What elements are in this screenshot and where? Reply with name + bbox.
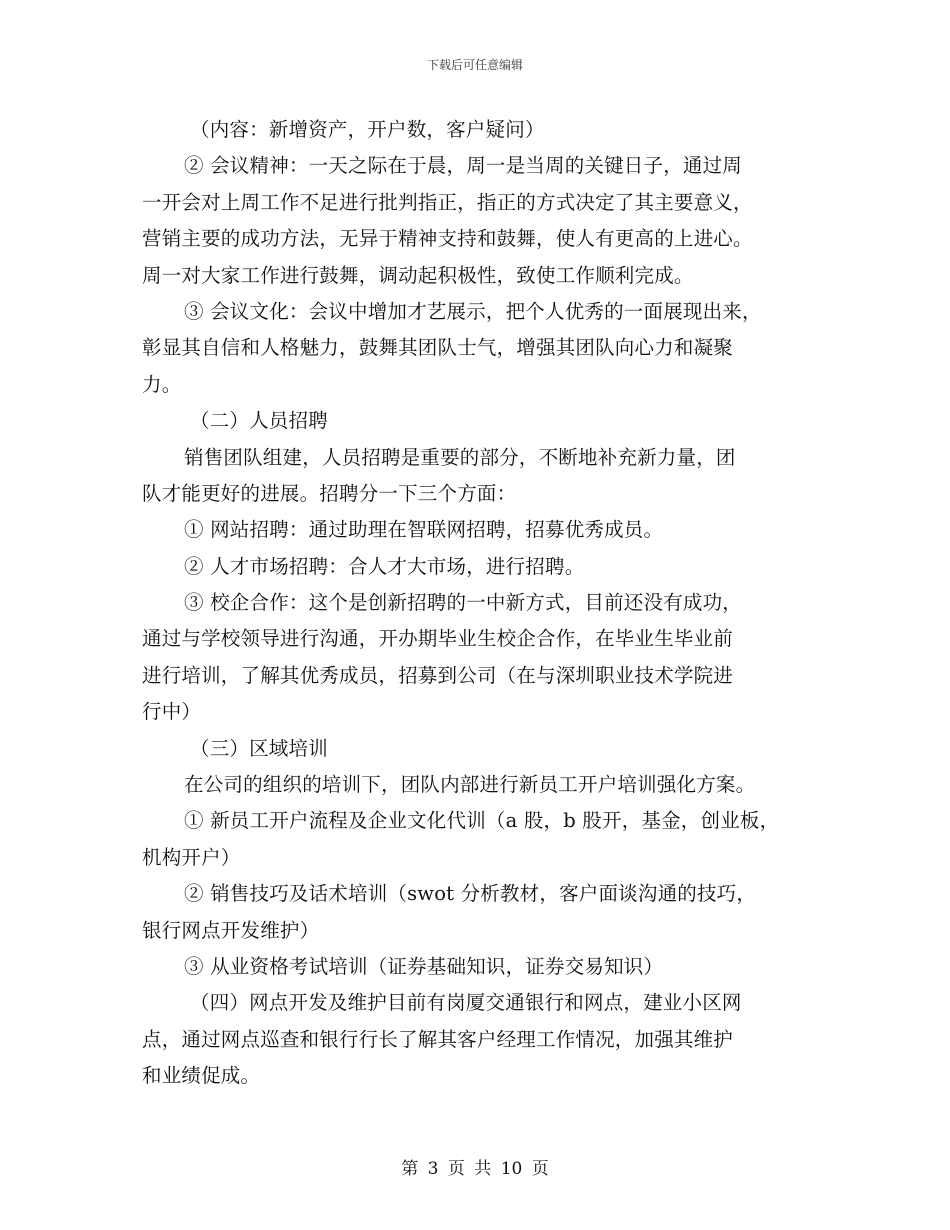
document-body — [142, 112, 832, 1095]
body-line: 通过与学校领导进行沟通，开办期毕业生校企合作，在毕业生毕业前 — [142, 627, 734, 651]
page-header-note: 下载后可任意编辑 — [426, 58, 523, 72]
body-line: 彰显其自信和人格魅力，鼓舞其团队士气，增强其团队向心力和凝聚 — [142, 336, 734, 360]
body-line: 在公司的组织的培训下，团队内部进行新员工开户培训强化方案。 — [184, 773, 756, 797]
body-line: 周一对大家工作进行鼓舞，调动起积极性，致使工作顺利完成。 — [142, 263, 694, 287]
body-line: 机构开户） — [142, 845, 241, 869]
body-line: 队才能更好的进展。招聘分一下三个方面： — [142, 481, 517, 505]
body-line: （内容：新增资产，开户数，客户疑问） — [190, 118, 545, 141]
body-line: 营销主要的成功方法，无异于精神支持和鼓舞，使人有更高的上进心。 — [142, 227, 753, 251]
body-line: ① 新员工开户流程及企业文化代训（a 股，b 股开，基金，创业板， — [184, 809, 780, 833]
body-line: ① 网站招聘：通过助理在智联网招聘，招募优秀成员。 — [184, 518, 664, 542]
body-line: ② 销售技巧及话术培训（swot 分析教材，客户面谈沟通的技巧， — [184, 882, 757, 906]
body-line: ③ 从业资格考试培训（证券基础知识，证券交易知识） — [184, 954, 664, 978]
body-line: 销售团队组建，人员招聘是重要的部分，不断地补充新力量，团 — [184, 445, 736, 469]
body-line: 点，通过网点巡查和银行行长了解其客户经理工作情况，加强其维护 — [142, 1027, 734, 1051]
body-line: 一开会对上周工作不足进行批判指正，指正的方式决定了其主要意义， — [142, 190, 753, 214]
section-heading: （三）区域培训 — [190, 736, 328, 760]
body-line: 进行培训，了解其优秀成员，招募到公司（在与深圳职业技术学院进 — [142, 663, 734, 687]
body-line: 行中） — [142, 700, 202, 724]
body-line: 银行网点开发维护） — [142, 918, 320, 942]
body-line: ② 会议精神：一天之际在于晨，周一是当周的关键日子，通过周 — [184, 154, 742, 178]
body-line: ③ 校企合作：这个是创新招聘的一中新方式，目前还没有成功， — [184, 591, 742, 615]
page-number-footer: 第 3 页 共 10 页 — [401, 1159, 549, 1179]
body-line: ③ 会议文化：会议中增加才艺展示，把个人优秀的一面展现出来， — [184, 299, 762, 323]
body-line: 和业绩促成。 — [142, 1064, 261, 1088]
section-heading: （四）网点开发及维护目前有岗厦交通银行和网点，建业小区网 — [190, 991, 742, 1015]
body-line: 力。 — [142, 372, 182, 396]
section-heading: （二）人员招聘 — [190, 409, 328, 433]
body-line: ② 人才市场招聘：合人才大市场，进行招聘。 — [184, 554, 585, 578]
